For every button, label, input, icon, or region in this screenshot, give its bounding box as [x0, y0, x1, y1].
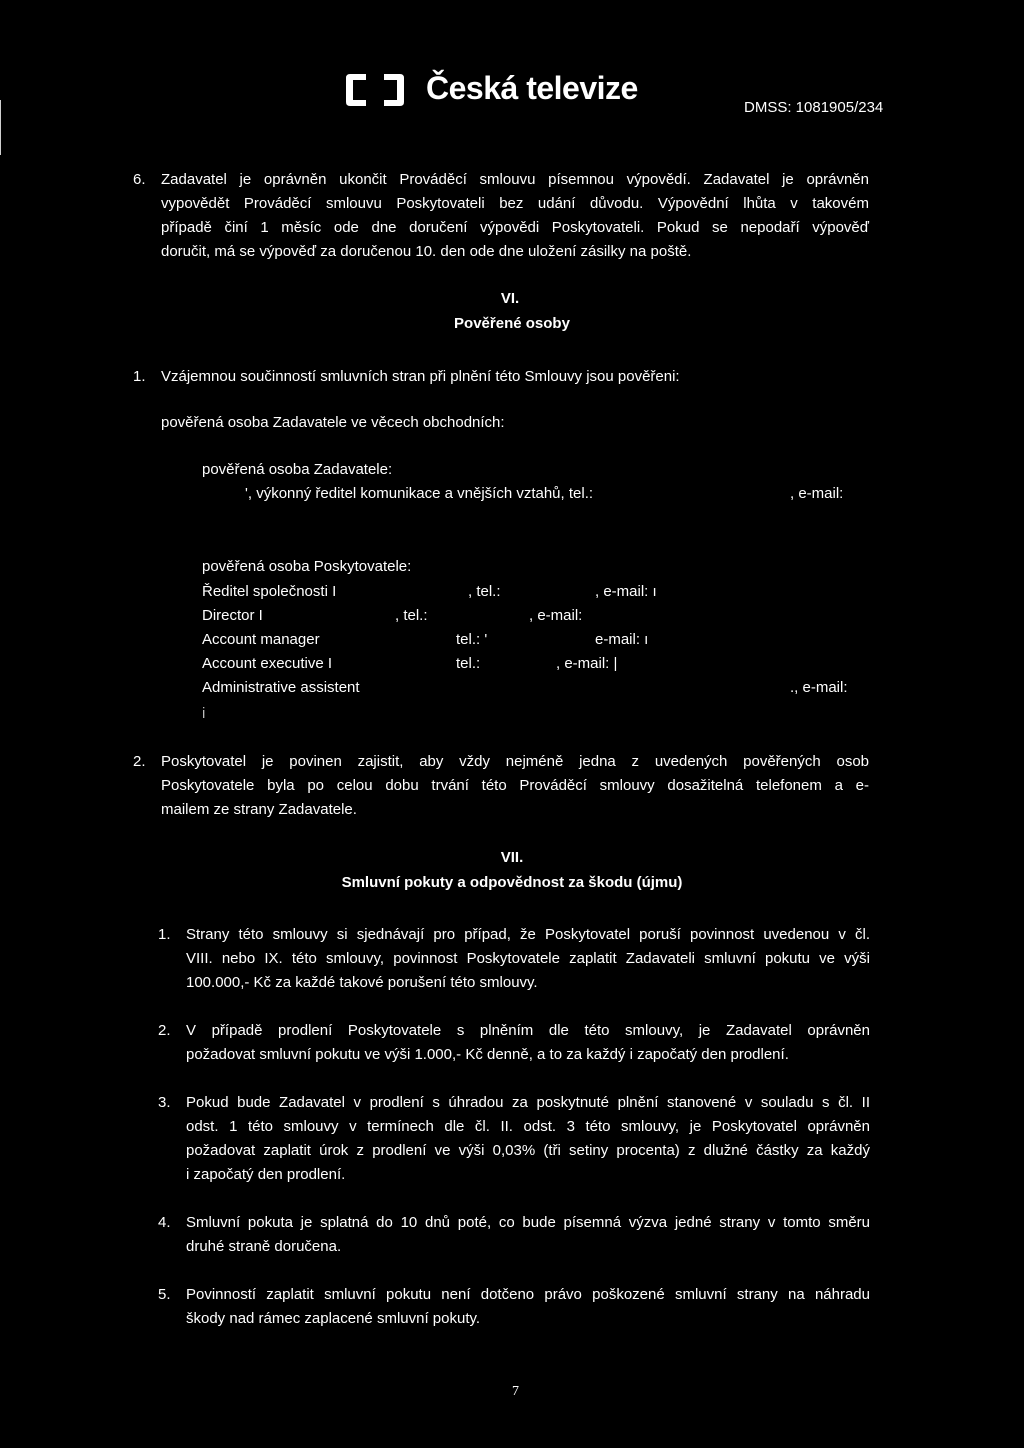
- paragraph-line: VIII. nebo IX. této smlouvy, povinnost Poskytovatele zaplatit Zadavateli smluvní pokutu ve výši: [186, 950, 870, 967]
- section-title: Smluvní pokuty a odpovědnost za škodu (újmu): [341, 874, 683, 891]
- contact-role: Ředitel společnosti I: [202, 583, 337, 600]
- paragraph-line: Smluvní pokuta je splatná do 10 dnů poté, co bude písemná výzva jedné strany v tomto směru: [186, 1214, 870, 1231]
- zadavatel-contact-line: ', výkonný ředitel komunikace a vnějších vztahů, tel.:: [245, 485, 594, 502]
- paragraph-line: případě činí 1 měsíc ode dne doručení výpovědi Poskytovateli. Pokud se nepodaří výpověď: [161, 219, 869, 236]
- paragraph-line: Pokud bude Zadavatel v prodlení s úhradou za poskytnuté plnění stanovené v souladu s čl. II: [186, 1094, 870, 1111]
- zadavatel-contact-label: pověřená osoba Zadavatele:: [202, 461, 393, 478]
- item-number: 1.: [158, 926, 171, 943]
- item-number: 5.: [158, 1286, 171, 1303]
- section-numeral: VII.: [500, 849, 524, 866]
- paragraph-line: V případě prodlení Poskytovatele s plněním dle této smlouvy, je Zadavatel oprávněn: [186, 1022, 870, 1039]
- paragraph-line: doručit, má se výpověď za doručenou 10. den ode dne uložení zásilky na poště.: [161, 243, 692, 260]
- section-numeral: VI.: [500, 290, 520, 307]
- logo-text: Česká televize: [426, 70, 638, 106]
- contact-tel: tel.:: [456, 655, 481, 672]
- redaction-mark: i: [202, 705, 206, 722]
- item-number: 3.: [158, 1094, 171, 1111]
- contact-tel: , tel.:: [468, 583, 501, 600]
- zadavatel-email: , e-mail:: [790, 485, 844, 502]
- contact-role: Administrative assistent: [202, 679, 360, 696]
- contact-email: , e-mail: |: [556, 655, 618, 672]
- contact-email: , e-mail: ı: [595, 583, 657, 600]
- item-number: 2.: [158, 1022, 171, 1039]
- poskytovatel-contact-label: pověřená osoba Poskytovatele:: [202, 558, 412, 575]
- paragraph-line: vypovědět Prováděcí smlouvu Poskytovateli bez udání důvodu. Výpovědní lhůta v takovém: [161, 195, 869, 212]
- paragraph-line: Vzájemnou součinností smluvních stran při plnění této Smlouvy jsou pověřeni:: [161, 368, 680, 385]
- paragraph-line: požadovat smluvní pokutu ve výši 1.000,- Kč denně, a to za každý i započatý den prodlení.: [186, 1046, 789, 1063]
- paragraph-line: Povinností zaplatit smluvní pokutu není dotčeno právo poškozené smluvní strany na náhradu: [186, 1286, 870, 1303]
- paragraph-line: požadovat zaplatit úrok z prodlení ve výši 0,03% (tři setiny procenta) z dlužné částky za každý: [186, 1142, 870, 1159]
- page-number: 7: [512, 1384, 519, 1399]
- paragraph-line: mailem ze strany Zadavatele.: [161, 801, 357, 818]
- contact-role: Account executive I: [202, 655, 333, 672]
- paragraph-line: odst. 1 této smlouvy v termínech dle čl. II. odst. 3 této smlouvy, je Poskytovatel oprávněn: [186, 1118, 870, 1135]
- contact-role: Director I: [202, 607, 263, 624]
- contact-email: , e-mail:: [529, 607, 583, 624]
- contact-tel: tel.: ': [456, 631, 488, 648]
- scan-edge-line: [0, 100, 1, 155]
- paragraph-line: Poskytovatele byla po celou dobu trvání této Prováděcí smlouvy dosažitelná telefonem a e-: [161, 777, 869, 794]
- paragraph-line: Poskytovatel je povinen zajistit, aby vždy nejméně jedna z uvedených pověřených osob: [161, 753, 869, 770]
- business-contact-label: pověřená osoba Zadavatele ve věcech obchodních:: [161, 414, 505, 431]
- paragraph-line: Zadavatel je oprávněn ukončit Prováděcí smlouvu písemnou výpovědí. Zadavatel je oprávněn: [161, 171, 869, 188]
- item-number: 4.: [158, 1214, 171, 1231]
- paragraph-line: 100.000,- Kč za každé takové porušení této smlouvy.: [186, 974, 538, 991]
- paragraph-line: druhé straně doručena.: [186, 1238, 342, 1255]
- contact-email: e-mail: ı: [595, 631, 649, 648]
- item-number: 6.: [133, 171, 146, 188]
- section-title: Pověřené osoby: [454, 315, 570, 332]
- item-number: 2.: [133, 753, 146, 770]
- document-id: DMSS: 1081905/234: [744, 99, 884, 116]
- paragraph-line: i započatý den prodlení.: [186, 1166, 346, 1183]
- contact-email: ., e-mail:: [790, 679, 848, 696]
- paragraph-line: Strany této smlouvy si sjednávají pro případ, že Poskytovatel poruší povinnost uvedenou v čl.: [186, 926, 870, 943]
- ct-logo-icon: [344, 70, 416, 110]
- paragraph-line: škody nad rámec zaplacené smluvní pokuty.: [186, 1310, 481, 1327]
- contact-role: Account manager: [202, 631, 320, 648]
- item-number: 1.: [133, 368, 146, 385]
- contact-tel: , tel.:: [395, 607, 428, 624]
